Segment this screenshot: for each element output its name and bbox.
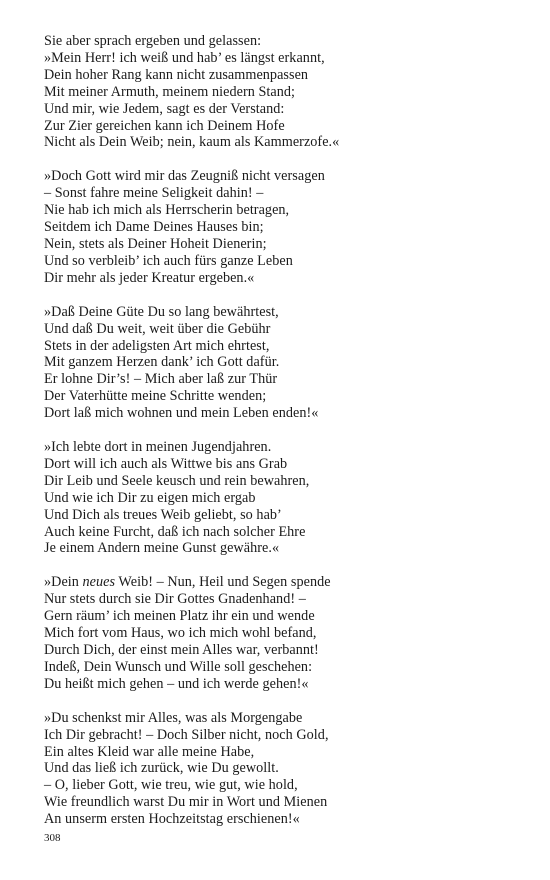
verse-line: Dort laß mich wohnen und mein Leben enden!«: [44, 405, 319, 422]
verse-line: Du heißt mich gehen – und ich werde gehen!«: [44, 675, 309, 692]
page-number: 308: [44, 832, 61, 844]
verse-line: Zur Zier gereichen kann ich Deinem Hofe: [44, 117, 285, 134]
verse-line: »Doch Gott wird mir das Zeugniß nicht versagen: [44, 168, 325, 185]
verse-text: »Dein: [44, 574, 83, 591]
stanza-6: [44, 710, 524, 828]
stanza-4: [44, 439, 524, 557]
verse-line: Ein altes Kleid war alle meine Habe,: [44, 743, 255, 760]
verse-line: Und mir, wie Jedem, sagt es der Verstand:: [44, 100, 285, 117]
verse-line: »Du schenkst mir Alles, was als Morgengabe: [44, 709, 303, 726]
verse-line: Dein hoher Rang kann nicht zusammenpassen: [44, 66, 309, 83]
verse-line: Mit ganzem Herzen dank’ ich Gott dafür.: [44, 354, 280, 371]
verse-line: Dir Leib und Seele keusch und rein bewahren,: [44, 472, 310, 489]
verse-line: Nicht als Dein Weib; nein, kaum als Kammerzofe.«: [44, 134, 340, 151]
emphasized-word: neues: [82, 574, 116, 591]
verse-line: – O, lieber Gott, wie treu, wie gut, wie hold,: [44, 777, 298, 794]
verse-line: »Ich lebte dort in meinen Jugendjahren.: [44, 439, 272, 456]
stanza-5: [44, 574, 524, 692]
verse-line: Er lohne Dir’s! – Mich aber laß zur Thür: [44, 371, 278, 388]
verse-line: – Sonst fahre meine Seligkeit dahin! –: [44, 185, 264, 202]
stanza-3: [44, 304, 524, 422]
verse-line: Und so verbleib’ ich auch fürs ganze Leben: [44, 252, 293, 269]
verse-line: Sie aber sprach ergeben und gelassen:: [44, 33, 262, 49]
verse-line: Mich fort vom Haus, wo ich mich wohl befand,: [44, 625, 317, 642]
verse-line: Und wie ich Dir zu eigen mich ergab: [44, 489, 256, 506]
verse-line: Auch keine Furcht, daß ich nach solcher Ehre: [44, 523, 306, 540]
verse-line: »Daß Deine Güte Du so lang bewährtest,: [44, 303, 279, 320]
verse-line: Dort will ich auch als Wittwe bis ans Grab: [44, 455, 288, 472]
verse-line: Durch Dich, der einst mein Alles war, verbannt!: [44, 642, 319, 658]
verse-line: Und das ließ ich zurück, wie Du gewollt.: [44, 760, 279, 777]
stanza-1: [44, 33, 524, 151]
verse-line: Nein, stets als Deiner Hoheit Dienerin;: [44, 235, 267, 252]
verse-line: Dir mehr als jeder Kreatur ergeben.«: [44, 269, 255, 286]
stanza-2: [44, 168, 524, 286]
verse-line: »Mein Herr! ich weiß und hab’ es längst erkannt,: [44, 49, 325, 66]
verse-line: Mit meiner Armuth, meinem niedern Stand;: [44, 83, 296, 100]
verse-line: Gern räum’ ich meinen Platz ihr ein und wende: [44, 608, 315, 625]
verse-text: Weib! – Nun, Heil und Segen spende: [115, 574, 331, 591]
verse-line: Und Dich als treues Weib geliebt, so hab’: [44, 506, 282, 523]
verse-line: Nur stets durch sie Dir Gottes Gnadenhand! –: [44, 591, 306, 608]
verse-line: Indeß, Dein Wunsch und Wille soll geschehen:: [44, 658, 313, 675]
verse-line: Je einem Andern meine Gunst gewähre.«: [44, 540, 280, 557]
verse-line: Stets in der adeligsten Art mich ehrtest,: [44, 337, 270, 354]
poem-page: [44, 33, 524, 845]
verse-line: Und daß Du weit, weit über die Gebühr: [44, 320, 271, 337]
verse-line: Nie hab ich mich als Herrscherin betragen,: [44, 202, 290, 219]
verse-line: An unserm ersten Hochzeitstag erschienen!«: [44, 811, 300, 828]
verse-line: Seitdem ich Dame Deines Hauses bin;: [44, 219, 264, 236]
verse-line: Ich Dir gebracht! – Doch Silber nicht, noch Gold,: [44, 726, 329, 743]
verse-line: Wie freundlich warst Du mir in Wort und Mienen: [44, 794, 328, 811]
verse-line: Der Vaterhütte meine Schritte wenden;: [44, 388, 267, 405]
verse-line-with-italic: [44, 574, 524, 591]
